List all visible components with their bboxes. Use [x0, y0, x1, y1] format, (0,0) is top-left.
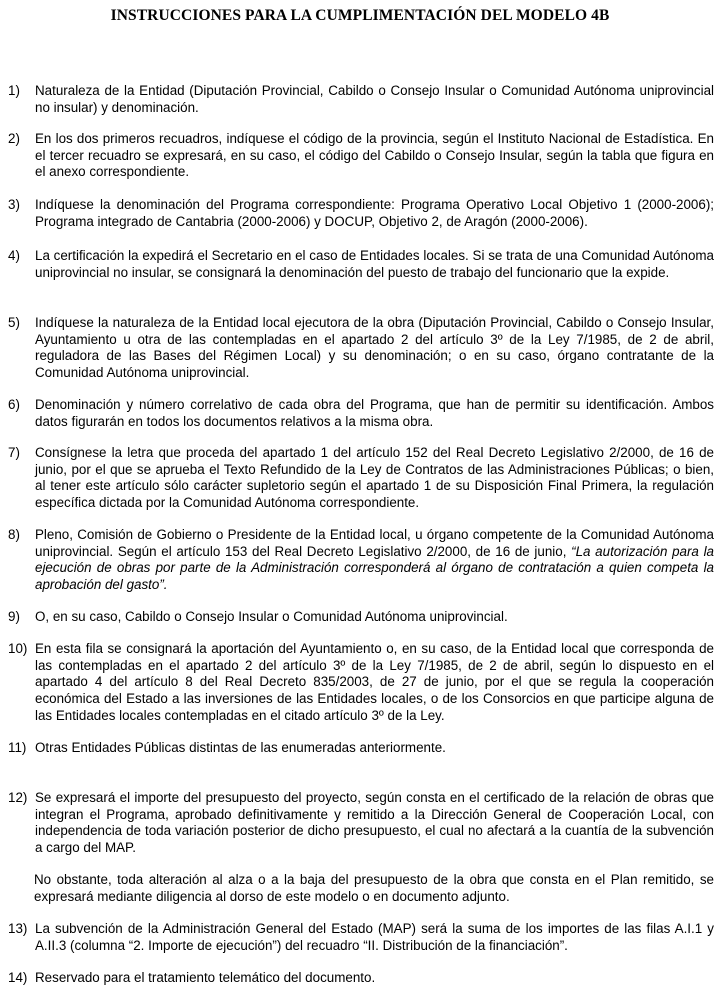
item-text: Denominación y número correlativo de cada obra del Programa, que han de permitir su identificación. Ambos datos figurarán en todos los documentos relativos a la misma obra. — [35, 397, 714, 429]
item-text: En los dos primeros recuadros, indíquese el código de la provincia, según el Instituto Nacional de Estadística. En el tercer recuadro se expresará, en su caso, el código del Cabildo o Consejo Insular, según la tabla que figura en el anexo correspondiente. — [35, 131, 714, 180]
instruction-item-4 — [8, 248, 714, 281]
item-number: 11) — [8, 740, 27, 755]
item-number: 8) — [8, 527, 20, 542]
item-number: 4) — [8, 248, 20, 263]
item-text: Otras Entidades Públicas distintas de las enumeradas anteriormente. — [35, 740, 446, 755]
instruction-item-10 — [8, 641, 714, 725]
instruction-item-6 — [8, 397, 714, 430]
instruction-item-14 — [8, 970, 714, 987]
item-number: 10) — [8, 641, 28, 656]
item-text: La certificación la expedirá el Secretario en el caso de Entidades locales. Si se trata de una Comunidad Autónoma uniprovincial no insular, se consignará la denominación del puesto de trabajo del funcionario que la expide. — [35, 248, 714, 280]
item-text: Consígnese la letra que proceda del apartado 1 del artículo 152 del Real Decreto Legislativo 2/2000, de 16 de junio, por el que se aprueba el Texto Refundido de la Ley de Contratos de las Administraciones Públicas; o bien, al tener este artículo sólo carácter supletorio según el apartado 1 de su Disposición Final Primera, la regulación específica dictada por la Comunidad Autónoma correspondiente. — [35, 445, 714, 511]
instruction-item-9 — [8, 609, 714, 626]
item-text: Indíquese la naturaleza de la Entidad local ejecutora de la obra (Diputación Provincial, Cabildo o Consejo Insular, Ayuntamiento u otra de las contempladas en el apartado 2 del artículo 3º de la Ley 7/1985, de 2 de abril, reguladora de las Bases del Régimen Local) y su denominación; o en su caso, órgano contratante de la Comunidad Autónoma uniprovincial. — [35, 315, 714, 381]
instruction-item-8 — [8, 527, 714, 594]
item-text-italic-quote: “La autorización para la ejecución de obras por parte de la Administración corresponderá al órgano de contratación a quien competa la aprobación del gasto”. — [35, 543, 714, 593]
item-text: Indíquese la denominación del Programa correspondiente: Programa Operativo Local Objetivo 1 (2000-2006); Programa integrado de Cantabria (2000-2006) y DOCUP, Objetivo 2, de Aragón (2000-2006). — [35, 197, 714, 229]
item-number: 13) — [8, 921, 28, 936]
item-text-regular: Pleno, Comisión de Gobierno o Presidente de la Entidad local, u órgano competente de la Comunidad Autónoma uniprovincial. Según el artículo 153 del Real Decreto Legislativo 2/2000, de 16 de junio, — [35, 527, 714, 559]
instruction-item-1 — [8, 83, 714, 116]
item-number: 3) — [8, 197, 20, 212]
item-text: Se expresará el importe del presupuesto del proyecto, según consta en el certificado de la relación de obras que integran el Programa, aprobado definitivamente y remitido a la Dirección General de Cooperación Local, con independencia de toda variación posterior de dicho presupuesto, el cual no afectará a la cuantía de la subvención a cargo del MAP. — [35, 790, 714, 856]
item-number: 6) — [8, 397, 20, 412]
item-text: Reservado para el tratamiento telemático del documento. — [35, 970, 376, 985]
instruction-item-7 — [8, 445, 714, 512]
item-text: En esta fila se consignará la aportación del Ayuntamiento o, en su caso, de la Entidad local que corresponda de las contempladas en el apartado 2 del artículo 3º de la Ley 7/1985, de 2 de abril, según lo dispuesto en el apartado 4 del artículo 8 del Real Decreto 835/2003, de 27 de junio, por el que se regula la cooperación económica del Estado a las inversiones de las Entidades locales, o de los Consorcios en que participe alguna de las Entidades locales contempladas en el citado artículo 3º de la Ley. — [35, 641, 714, 723]
item-text: O, en su caso, Cabildo o Consejo Insular o Comunidad Autónoma uniprovincial. — [35, 609, 508, 624]
item-text: Naturaleza de la Entidad (Diputación Provincial, Cabildo o Consejo Insular o Comunidad Autónoma uniprovincial no insular) y denominación. — [35, 83, 714, 115]
instruction-item-11 — [8, 740, 714, 757]
item-number: 2) — [8, 131, 20, 146]
item-number: 9) — [8, 609, 20, 624]
instruction-item-13 — [8, 921, 714, 954]
item-text: La subvención de la Administración General del Estado (MAP) será la suma de los importes de las filas A.I.1 y A.II.3 (columna “2. Importe de ejecución”) del recuadro “II. Distribución de la financiación”. — [35, 921, 714, 953]
instruction-12-note: No obstante, toda alteración al alza o a la baja del presupuesto de la obra que consta en el Plan remitido, se expresará mediante diligencia al dorso de este modelo o en documento adjunto. — [34, 872, 714, 904]
item-text — [35, 527, 714, 594]
instruction-item-2 — [8, 131, 714, 181]
item-number: 1) — [8, 83, 20, 98]
document-title: INSTRUCCIONES PARA LA CUMPLIMENTACIÓN DEL MODELO 4B — [110, 7, 610, 24]
item-number: 7) — [8, 445, 20, 460]
instruction-item-5 — [8, 315, 714, 382]
instruction-item-12 — [8, 790, 714, 857]
item-number: 12) — [8, 790, 28, 805]
item-number: 14) — [8, 970, 28, 985]
item-number: 5) — [8, 315, 20, 330]
instruction-item-3 — [8, 197, 714, 230]
